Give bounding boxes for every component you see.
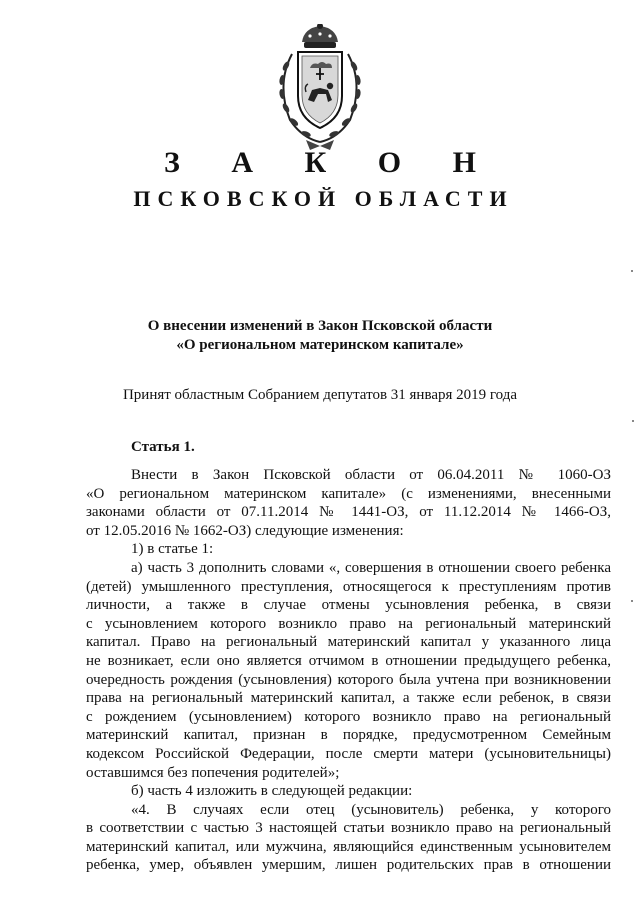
law-subject-line-1: О внесении изменений в Закон Псковской области [147, 318, 493, 334]
body-line: (детей) умышленного преступления, относящегося к преступлениям против [86, 578, 611, 595]
body-line: кодексом Российской Федерации, после смерти матери (усыновительницы) [86, 745, 611, 762]
body-line: ребенка, умер, объявлен умершим, лишен родительских прав в отношении [86, 857, 611, 874]
article-heading: Статья 1. [131, 439, 195, 455]
body-line: в соответствии с частью 3 настоящей статьи возникло право на региональный [86, 820, 611, 837]
body-line: «О региональном материнском капитале» (с изменениями, внесенными [86, 485, 611, 502]
body-line: оставшимся без попечения родителей»; [86, 764, 340, 781]
scan-artifact [631, 270, 633, 272]
body-line: б) часть 4 изложить в следующей редакции: [131, 783, 413, 800]
document-title: З А К О Н [164, 146, 498, 179]
body-line: материнский капитал, признан в порядке, предусмотренном Семейным [86, 727, 611, 744]
body-line: от 12.05.2016 № 1662-ОЗ) следующие изменения: [86, 522, 404, 539]
body-line: материнский капитал, или мужчина, являющийся единственным усыновителем [86, 838, 611, 855]
scan-artifact [631, 600, 633, 602]
body-line: очередность рождения (усыновления) которого была учтена при возникновении [86, 671, 611, 688]
law-subject-line-2: «О региональном материнском капитале» [176, 337, 464, 353]
coat-of-arms-emblem [268, 24, 372, 152]
body-line: капитал. Право на региональный материнский капитал у указанного лица [86, 634, 611, 651]
body-line: не возникает, если оно является отчимом в отношении предыдущего ребенка, [86, 652, 611, 669]
article-body [86, 466, 611, 875]
document-region-title: ПСКОВСКОЙ ОБЛАСТИ [133, 186, 514, 211]
body-line: 1) в статье 1: [131, 541, 214, 558]
adoption-statement: Принят областным Собранием депутатов 31 января 2019 года [122, 387, 518, 403]
scan-artifact [632, 420, 634, 422]
body-line: права на региональный материнский капитал, а также если ребенок, в связи [86, 690, 611, 707]
body-line: законами области от 07.11.2014 № 1441-ОЗ, от 11.12.2014 № 1466-ОЗ, [86, 504, 611, 521]
body-line: с усыновлением которого возникло право на региональный материнский [86, 615, 611, 632]
body-line: Внести в Закон Псковской области от 06.04.2011 № 1060-ОЗ [131, 467, 611, 483]
body-line: а) часть 3 дополнить словами «, совершения в отношении своего ребенка [131, 559, 611, 576]
body-line: личности, а также в случае отмены усыновления ребенка, в связи [86, 597, 611, 614]
body-line: «4. В случаях если отец (усыновитель) ребенка, у которого [131, 801, 611, 818]
body-line: с рождением (усыновлением) которого возникло право на региональный [86, 708, 611, 725]
